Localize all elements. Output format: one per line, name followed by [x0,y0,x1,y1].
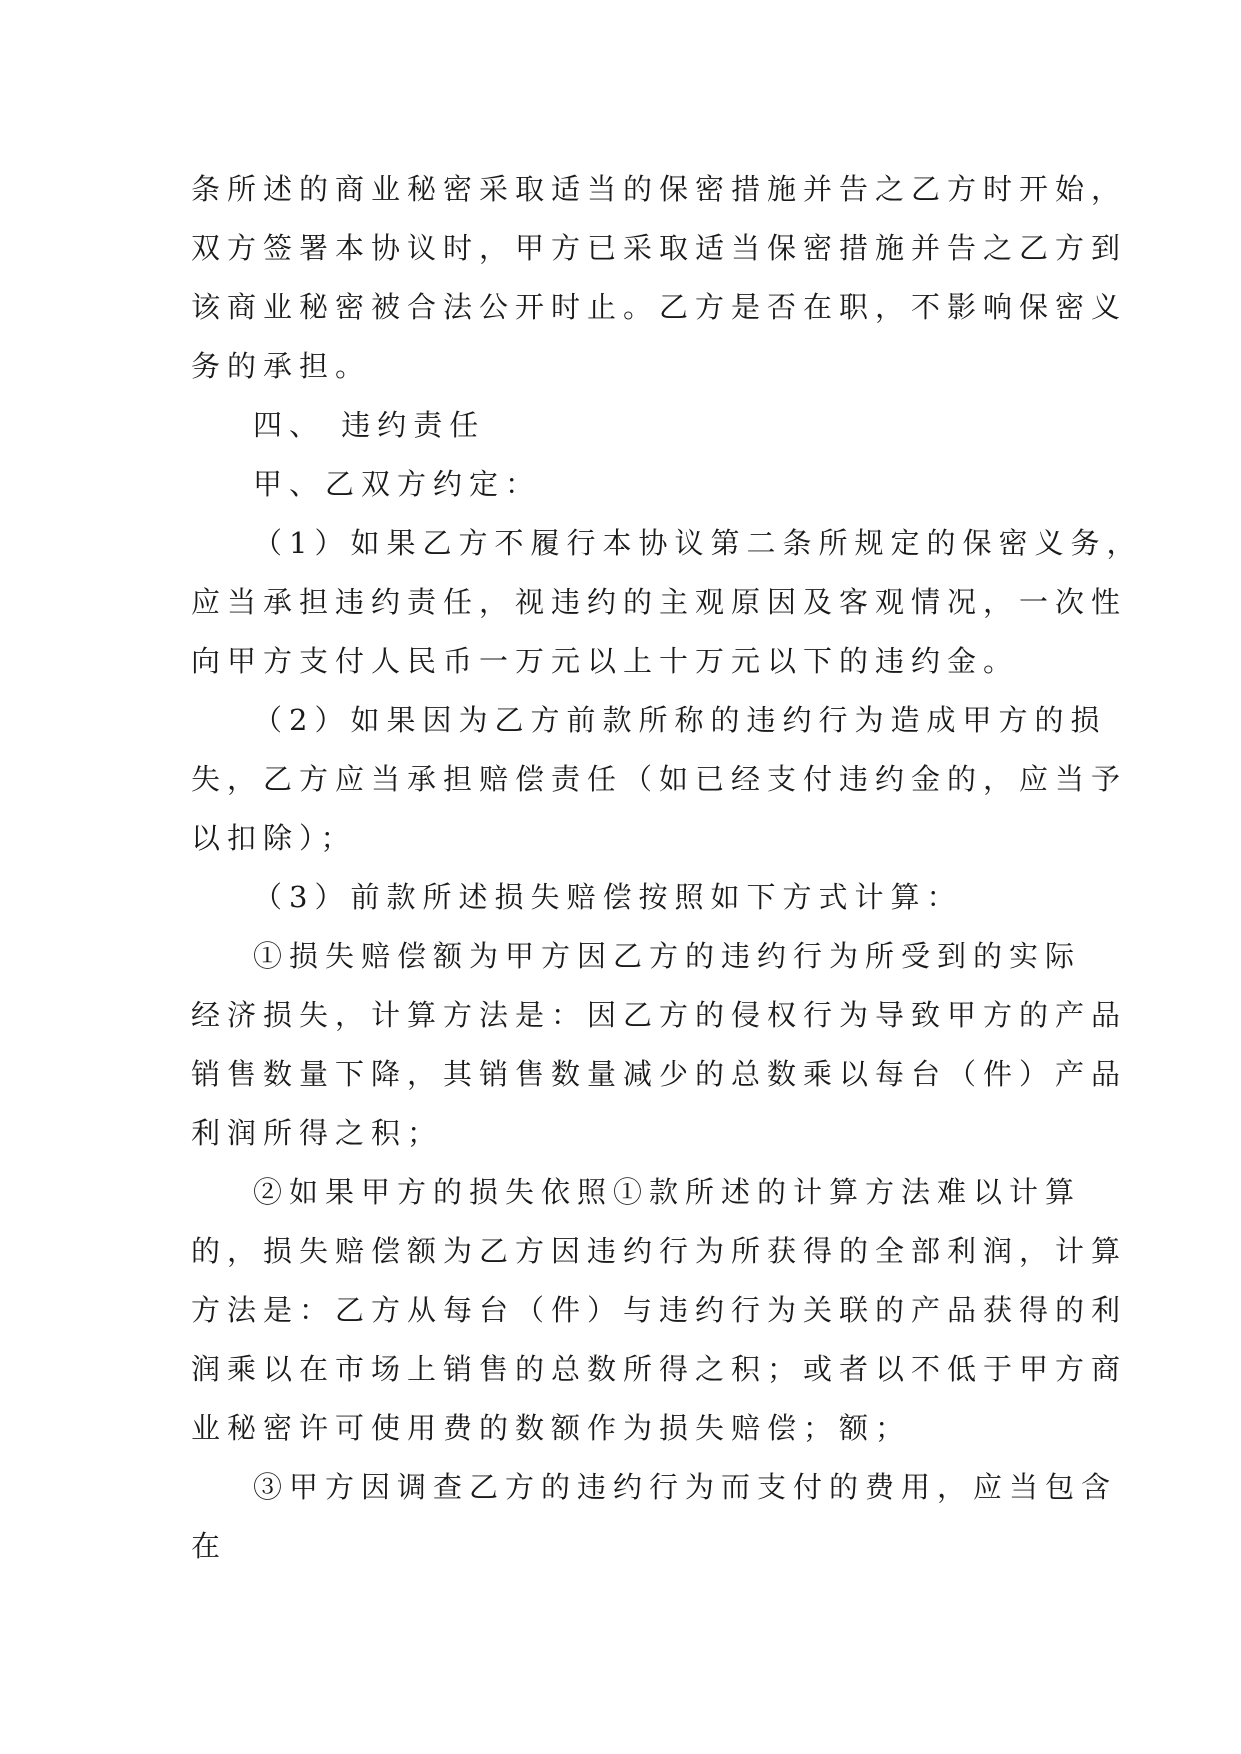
sub-clause-3-line: ③甲方因调查乙方的违约行为而支付的费用，应当包含 [253,1470,1118,1504]
clause-3-line: （3）前款所述损失赔偿按照如下方式计算： [253,880,963,914]
document-body [191,160,1143,1576]
body-line: 经济损失，计算方法是：因乙方的侵权行为导致甲方的产品 [191,998,1128,1032]
body-line: 润乘以在市场上销售的总数所得之积；或者以不低于甲方商 [191,1352,1128,1386]
body-line: 在 [191,1529,228,1563]
body-line: 甲、乙双方约定： [253,467,542,501]
body-line: 以扣除）； [191,821,357,855]
body-line: 销售数量下降，其销售数量减少的总数乘以每台（件）产品 [191,1057,1128,1091]
body-line: 利润所得之积； [191,1116,444,1150]
body-line: 务的承担。 [191,349,372,383]
clause-2-line: （2）如果因为乙方前款所称的违约行为造成甲方的损 [253,703,1107,737]
body-line: 该商业秘密被合法公开时止。乙方是否在职，不影响保密义 [191,290,1128,324]
body-line: 双方签署本协议时，甲方已采取适当保密措施并告之乙方到 [191,231,1128,265]
body-line: 失，乙方应当承担赔偿责任（如已经支付违约金的，应当予 [191,762,1128,796]
section-heading: 四、 违约责任 [253,408,486,442]
sub-clause-1-line: ①损失赔偿额为甲方因乙方的违约行为所受到的实际 [253,939,1082,973]
body-line: 业秘密许可使用费的数额作为损失赔偿；额； [191,1411,912,1445]
sub-clause-2-line: ②如果甲方的损失依照①款所述的计算方法难以计算 [253,1175,1082,1209]
body-line: 应当承担违约责任，视违约的主观原因及客观情况，一次性 [191,585,1128,619]
body-line: 条所述的商业秘密采取适当的保密措施并告之乙方时开始， [191,172,1128,206]
body-line: 的，损失赔偿额为乙方因违约行为所获得的全部利润，计算 [191,1234,1128,1268]
body-line: 方法是：乙方从每台（件）与违约行为关联的产品获得的利 [191,1293,1128,1327]
clause-1-line: （1）如果乙方不履行本协议第二条所规定的保密义务， [253,526,1143,560]
body-line: 向甲方支付人民币一万元以上十万元以下的违约金。 [191,644,1020,678]
